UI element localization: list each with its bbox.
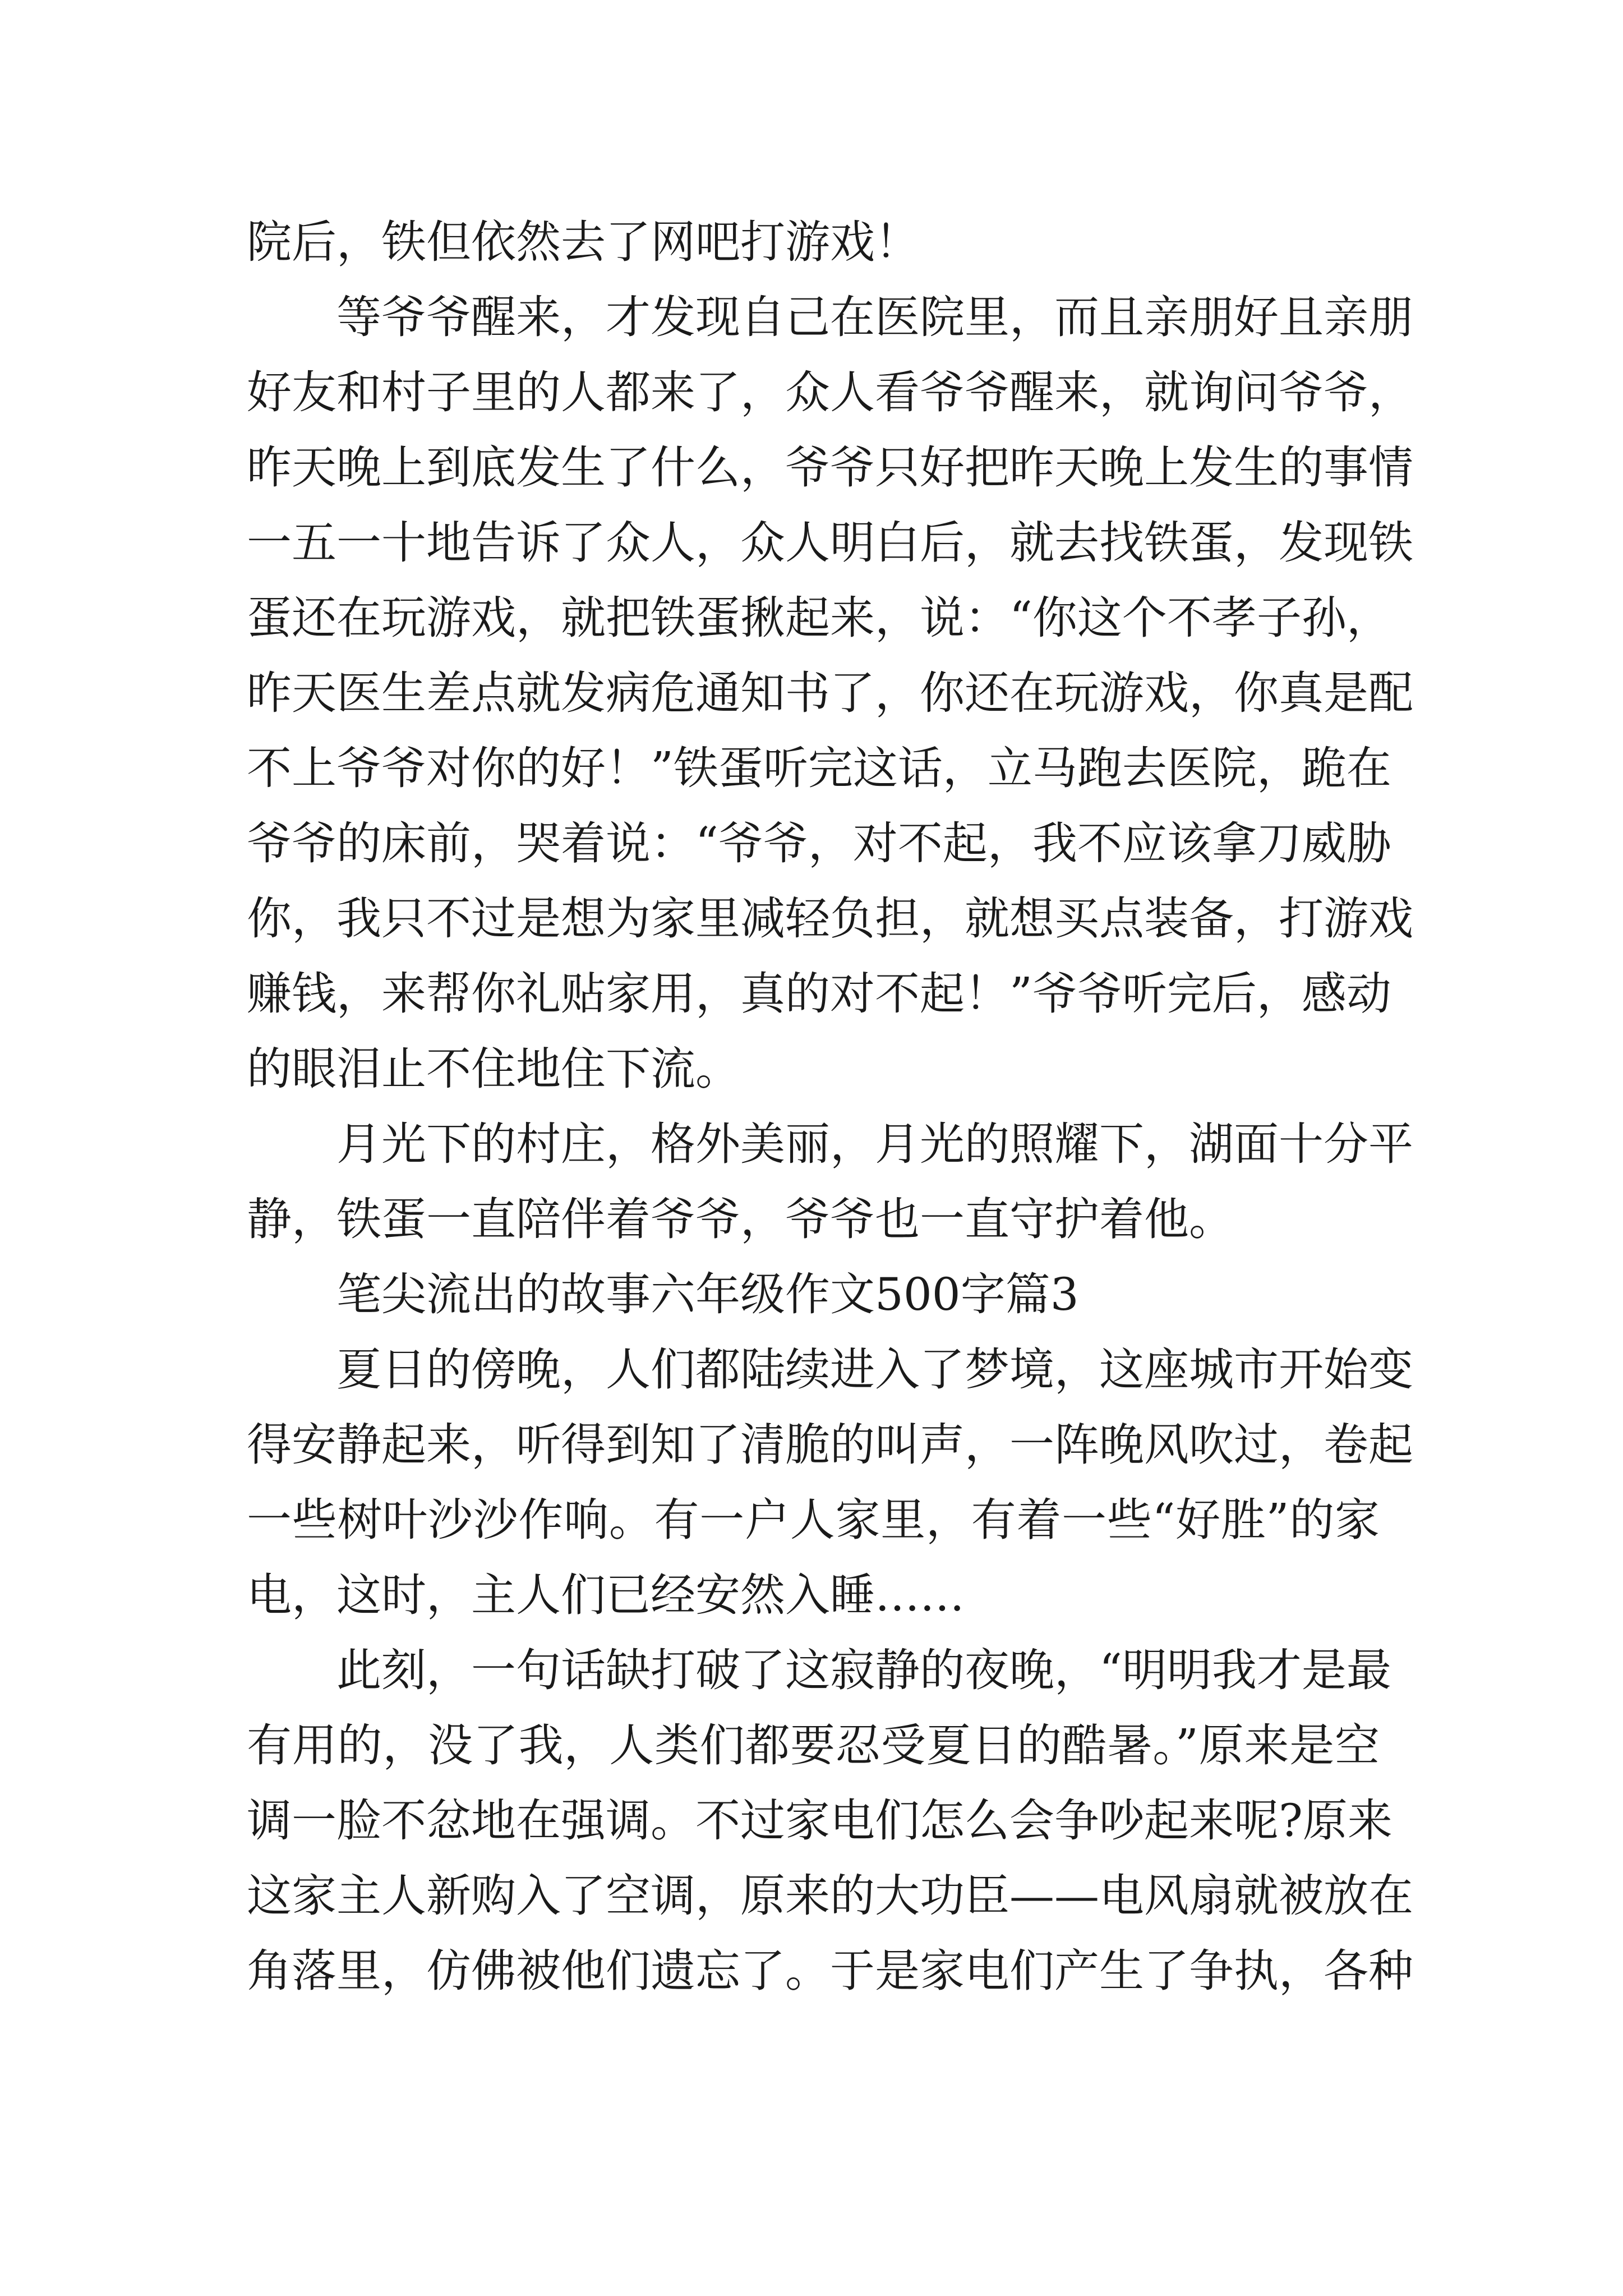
text-line: 笔尖流出的故事六年级作文500字篇3: [336, 1268, 1079, 1320]
text-line: 此刻，一句话缺打破了这寂静的夜晚，“明明我才是最: [336, 1644, 1391, 1696]
text-line: 这家主人新购入了空调，原来的大功臣——电风扇就被放在: [247, 1870, 1413, 1922]
text-line: 一些树叶沙沙作响。有一户人家里，有着一些“好胜”的家: [247, 1494, 1380, 1546]
text-line: 静，铁蛋一直陪伴着爷爷，爷爷也一直守护着他。: [247, 1193, 1234, 1245]
text-line: 得安静起来，听得到知了清脆的叫声，一阵晚风吹过，卷起: [247, 1419, 1413, 1471]
text-line: 昨天晚上到底发生了什么，爷爷只好把昨天晚上发生的事情: [247, 441, 1413, 494]
text-line: 夏日的傍晚，人们都陆续进入了梦境，这座城市开始变: [336, 1343, 1413, 1396]
text-line: 角落里，仿佛被他们遗忘了。于是家电们产生了争执，各种: [247, 1945, 1413, 1997]
document-body: [247, 205, 1413, 2009]
text-line: 赚钱，来帮你礼贴家用，真的对不起！”爷爷听完后，感动: [247, 968, 1391, 1020]
text-line: 等爷爷醒来，才发现自己在医院里，而且亲朋好且亲朋: [336, 291, 1413, 343]
text-line: 月光下的村庄，格外美丽，月光的照耀下，湖面十分平: [336, 1118, 1413, 1170]
text-line: 调一脸不忿地在强调。不过家电们怎么会争吵起来呢?原来: [247, 1795, 1393, 1847]
text-line: 院后，铁但依然去了网吧打游戏！: [247, 216, 920, 268]
text-line: 电，这时，主人们已经安然入睡……: [247, 1569, 965, 1621]
text-line: 有用的，没了我，人类们都要忍受夏日的酷暑。”原来是空: [247, 1719, 1380, 1772]
text-line: 好友和村子里的人都来了，众人看爷爷醒来，就询问爷爷，: [247, 366, 1413, 418]
text-line: 昨天医生差点就发病危通知书了，你还在玩游戏，你真是配: [247, 667, 1413, 719]
text-line: 一五一十地告诉了众人，众人明白后，就去找铁蛋，发现铁: [247, 517, 1413, 569]
text-line: 你，我只不过是想为家里减轻负担，就想买点装备，打游戏: [247, 892, 1413, 945]
text-line: 蛋还在玩游戏，就把铁蛋揪起来，说：“你这个不孝子孙，: [247, 592, 1391, 644]
text-line: 不上爷爷对你的好！”铁蛋听完这话，立马跑去医院，跪在: [247, 742, 1391, 794]
text-line: 爷爷的床前，哭着说：“爷爷，对不起，我不应该拿刀威胁: [247, 817, 1391, 869]
text-line: 的眼泪止不住地住下流。: [247, 1043, 740, 1095]
